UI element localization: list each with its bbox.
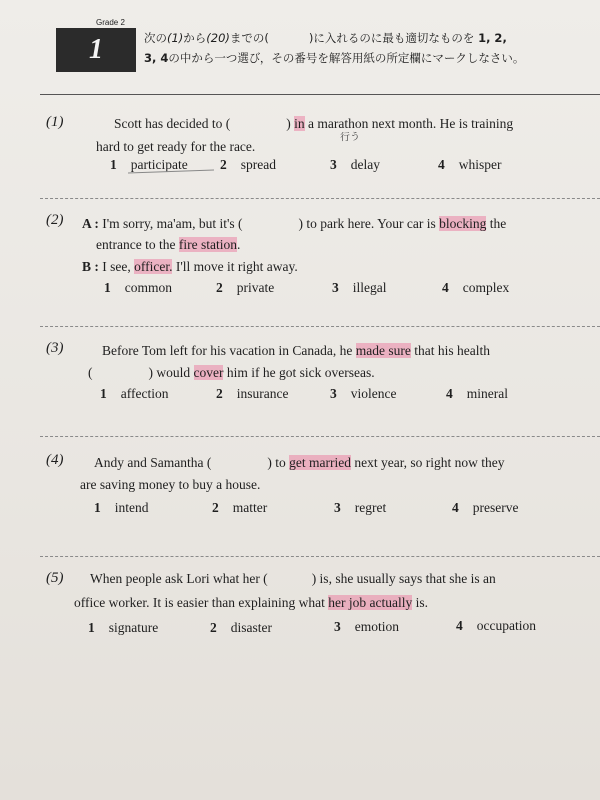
divider xyxy=(40,198,600,199)
divider xyxy=(40,326,600,327)
option[interactable]: 3 emotion xyxy=(334,619,399,634)
option[interactable]: 4 complex xyxy=(442,280,510,295)
question-text: office worker. It is easier than explaining what her job actually is. xyxy=(74,595,429,610)
option[interactable]: 4 preserve xyxy=(452,500,519,515)
option[interactable]: 4 mineral xyxy=(446,386,508,401)
question-text: are saving money to buy a house. xyxy=(80,477,261,492)
handwritten-note: 行う xyxy=(339,131,361,144)
option[interactable]: 1 signature xyxy=(88,620,159,635)
question-text: A : I'm sorry, ma'am, but it's ( ) to park here. Your car is blocking the xyxy=(82,216,507,231)
section-number-box: 1 xyxy=(56,28,136,72)
option[interactable]: 3 regret xyxy=(334,500,387,515)
option[interactable]: 2 insurance xyxy=(216,386,289,401)
highlight: blocking xyxy=(439,216,487,231)
highlight: in xyxy=(294,116,305,131)
option[interactable]: 1 intend xyxy=(94,500,149,515)
option[interactable]: 3 illegal xyxy=(332,280,387,295)
question-number: (1) xyxy=(46,114,64,130)
highlight: her job actually xyxy=(328,595,413,610)
question-text: entrance to the fire station. xyxy=(96,237,241,252)
question-number: (3) xyxy=(46,340,64,356)
question-number: (5) xyxy=(46,570,64,586)
option[interactable]: 4 occupation xyxy=(456,618,536,633)
question-number: (2) xyxy=(46,212,64,228)
highlight: made sure xyxy=(355,343,411,358)
divider xyxy=(40,556,600,557)
header-rule xyxy=(40,94,600,95)
question-text: ( ) would cover him if he got sick overseas. xyxy=(88,365,375,380)
option[interactable]: 4 whisper xyxy=(438,157,502,172)
divider xyxy=(40,436,600,437)
highlight: officer. xyxy=(134,259,173,274)
question-text: When people ask Lori what her ( ) is, she usually says that she is an xyxy=(90,571,496,586)
question-text: Scott has decided to ( ) in a marathon next month. He is training xyxy=(114,116,514,131)
question-text: B : I see, officer. I'll move it right away. xyxy=(82,259,298,274)
question-number: (4) xyxy=(46,452,64,468)
highlight: get married xyxy=(289,455,351,470)
option[interactable]: 2 disaster xyxy=(210,620,272,635)
option[interactable]: 3 delay xyxy=(330,157,380,172)
option[interactable]: 3 violence xyxy=(330,386,397,401)
highlight: cover xyxy=(193,365,224,380)
question-text: Before Tom left for his vacation in Canada, he made sure that his health xyxy=(102,343,490,358)
grade-label: Grade 2 xyxy=(96,18,125,27)
option[interactable]: 1 common xyxy=(104,280,172,295)
option[interactable]: 1 affection xyxy=(100,386,169,401)
option[interactable]: 2 private xyxy=(216,280,275,295)
highlight: fire station xyxy=(178,237,237,252)
question-text: Andy and Samantha ( ) to get married next year, so right now they xyxy=(94,455,505,470)
option[interactable]: 1 participate xyxy=(110,157,188,172)
instructions: 次の(1)から(20)までの( )に入れるのに最も適切なものを 1, 2, 3, 4の中から一つ選び，その番号を解答用紙の所定欄にマークしなさい。 xyxy=(144,31,525,65)
option[interactable]: 2 matter xyxy=(212,500,268,515)
option[interactable]: 2 spread xyxy=(220,157,276,172)
question-text: hard to get ready for the race. xyxy=(96,139,256,154)
